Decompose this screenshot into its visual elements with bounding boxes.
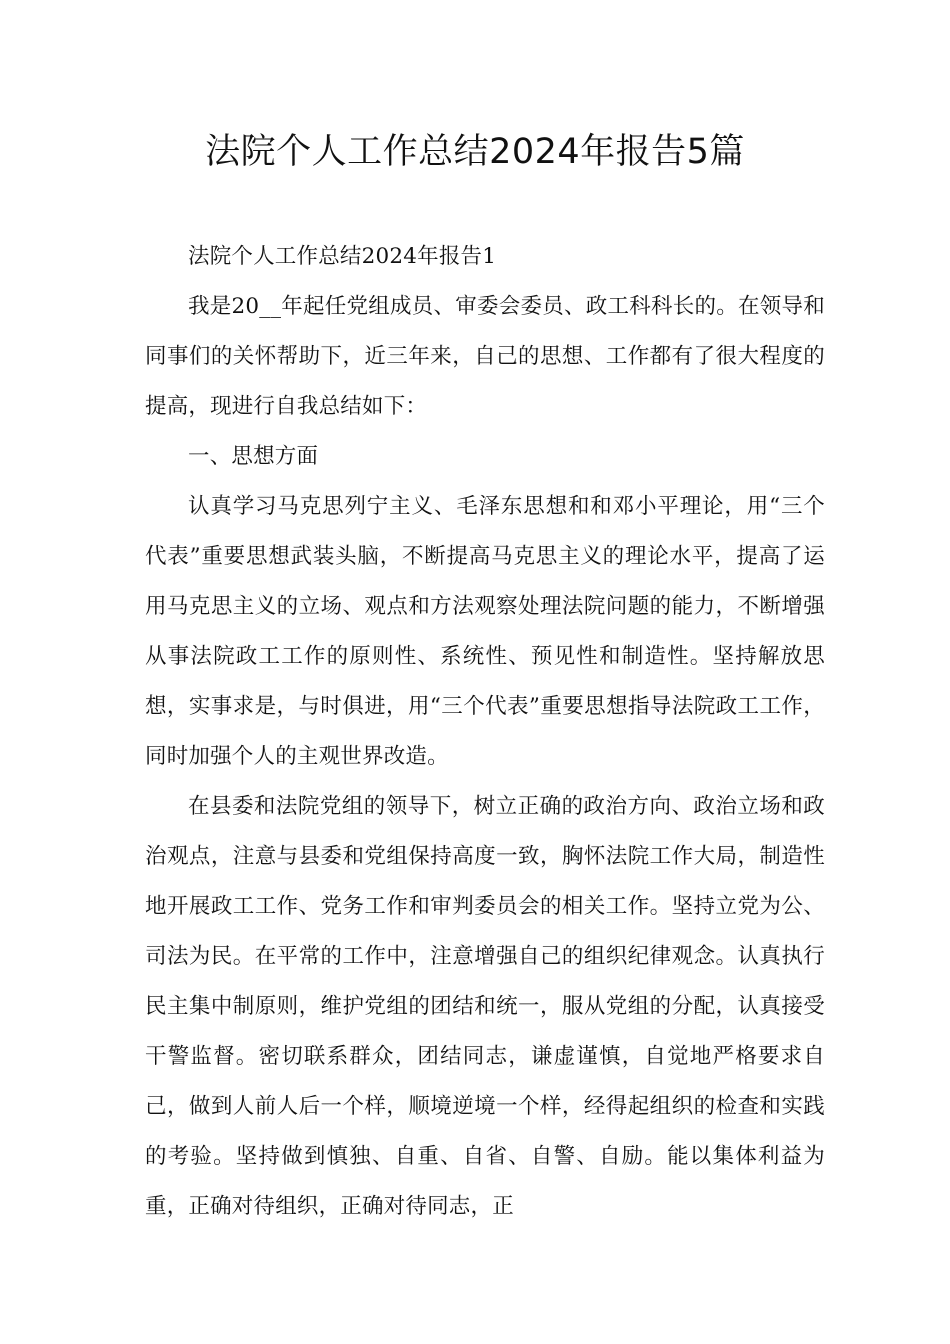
section-heading-thought: 一、思想方面 xyxy=(188,444,319,469)
document-title: 法院个人工作总结2024年报告5篇 xyxy=(205,132,745,172)
section-heading-report-1: 法院个人工作总结2024年报告1 xyxy=(188,244,497,269)
document-body xyxy=(145,232,825,1232)
paragraph-intro: 我是20__年起任党组成员、审委会委员、政工科科长的。在领导和同事们的关怀帮助下，近三年来，自己的思想、工作都有了很大程度的提高，现进行自我总结如下： xyxy=(145,294,825,419)
paragraph-leadership: 在县委和法院党组的领导下，树立正确的政治方向、政治立场和政治观点，注意与县委和党组保持高度一致，胸怀法院工作大局，制造性地开展政工工作、党务工作和审判委员会的相关工作。坚持立党为公、司法为民。在平常的工作中，注意增强自己的组织纪律观念。认真执行民主集中制原则，维护党组的团结和统一，服从党组的分配，认真接受干警监督。密切联系群众，团结同志，谦虚谨慎，自觉地严格要求自己，做到人前人后一个样，顺境逆境一个样，经得起组织的检查和实践的考验。坚持做到慎独、自重、自省、自警、自励。能以集体利益为重，正确对待组织，正确对待同志，正 xyxy=(145,794,825,1219)
paragraph-study: 认真学习马克思列宁主义、毛泽东思想和和邓小平理论，用“三个代表”重要思想武装头脑，不断提高马克思主义的理论水平，提高了运用马克思主义的立场、观点和方法观察处理法院问题的能力，不断增强从事法院政工工作的原则性、系统性、预见性和制造性。坚持解放思想，实事求是，与时俱进，用“三个代表”重要思想指导法院政工工作，同时加强个人的主观世界改造。 xyxy=(145,494,825,769)
